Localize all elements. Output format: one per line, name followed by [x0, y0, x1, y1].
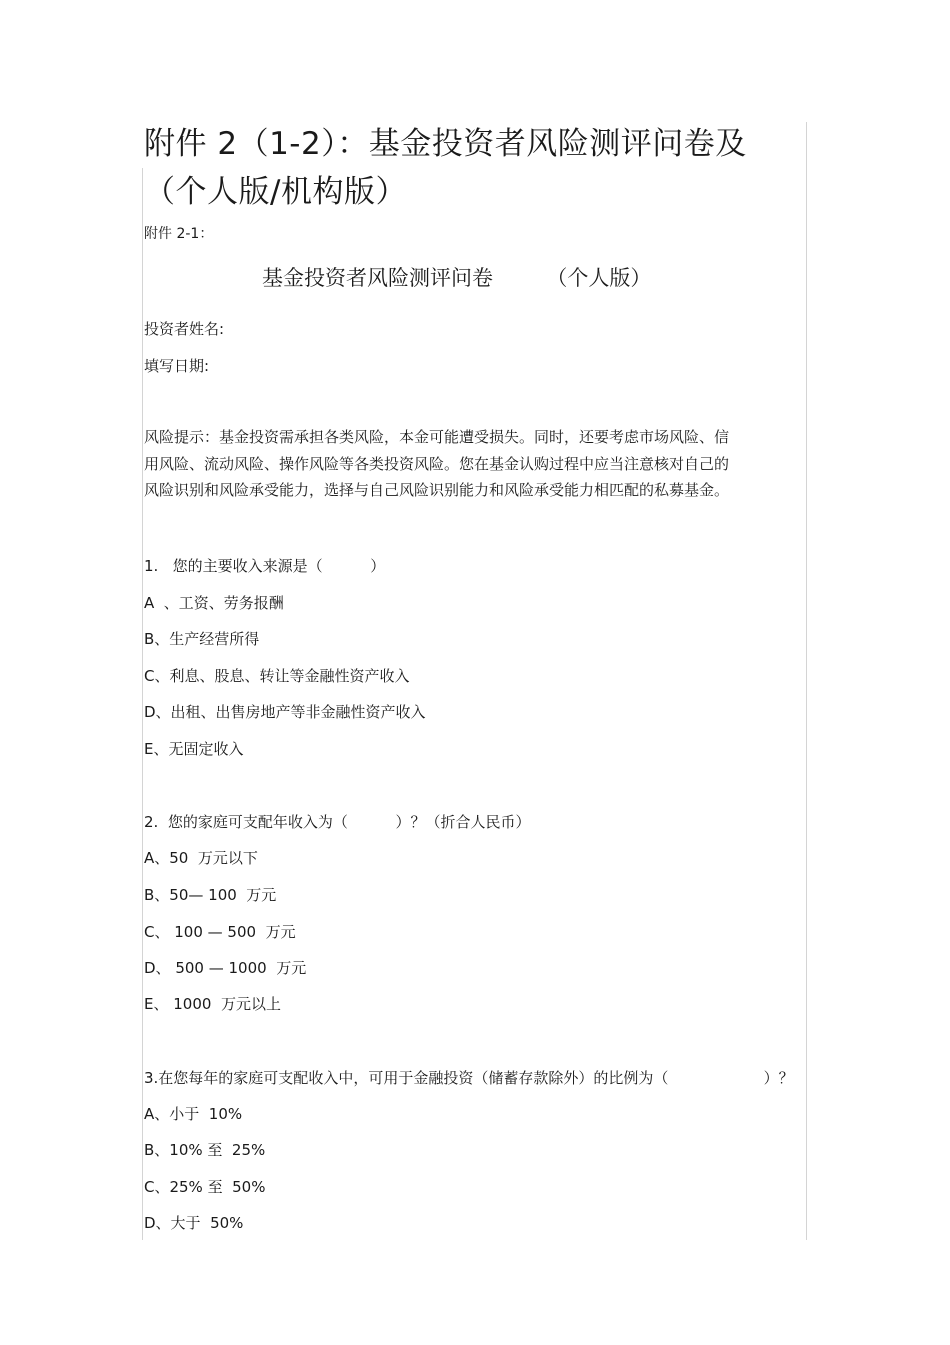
question-1-option-c: C、利息、股息、转让等金融性资产收入 — [144, 667, 410, 685]
question-2-option-d: D、 500 — 1000 万元 — [144, 959, 307, 977]
main-title: 附件 2（1-2）：基金投资者风险测评问卷及（个人版/机构版） — [144, 126, 747, 210]
fill-date-field: 填写日期: — [144, 357, 210, 375]
attachment-label: 附件 2-1： — [144, 226, 214, 242]
form-title: 基金投资者风险测评问卷 （个人版） — [262, 266, 652, 290]
question-3-option-a: A、小于 10% — [144, 1105, 243, 1123]
question-1-option-a: A 、工资、劳务报酬 — [144, 594, 284, 612]
risk-warning: 风险提示：基金投资需承担各类风险，本金可能遭受损失。同时，还要考虑市场风险、信用风险、流动风险、操作风险等各类投资风险。您在基金认购过程中应当注意核对自己的风险识别和风险承受能力，选择与自己风险识别能力和风险承受能力相匹配的私募基金。 — [144, 428, 730, 499]
question-3: 3.在您每年的家庭可支配收入中，可用于金融投资（储蓄存款除外）的比例为（ ）？ — [144, 1069, 794, 1087]
question-2: 2. 您的家庭可支配年收入为（ ）？（折合人民币） — [144, 813, 531, 831]
question-1-option-b: B、生产经营所得 — [144, 630, 260, 648]
question-2-option-e: E、 1000 万元以上 — [144, 995, 281, 1013]
left-margin-line — [142, 168, 143, 1240]
question-2-option-c: C、 100 — 500 万元 — [144, 923, 296, 941]
question-1: 1. 您的主要收入来源是（ ） — [144, 557, 386, 575]
question-3-option-d: D、大于 50% — [144, 1214, 244, 1232]
right-margin-line — [806, 122, 807, 1240]
question-3-option-c: C、25% 至 50% — [144, 1178, 266, 1196]
question-1-option-d: D、出租、出售房地产等非金融性资产收入 — [144, 703, 426, 721]
investor-name-field: 投资者姓名: — [144, 320, 225, 338]
question-2-option-a: A、50 万元以下 — [144, 849, 258, 867]
question-2-option-b: B、50— 100 万元 — [144, 886, 277, 904]
question-1-option-e: E、无固定收入 — [144, 740, 244, 758]
question-3-option-b: B、10% 至 25% — [144, 1141, 266, 1159]
